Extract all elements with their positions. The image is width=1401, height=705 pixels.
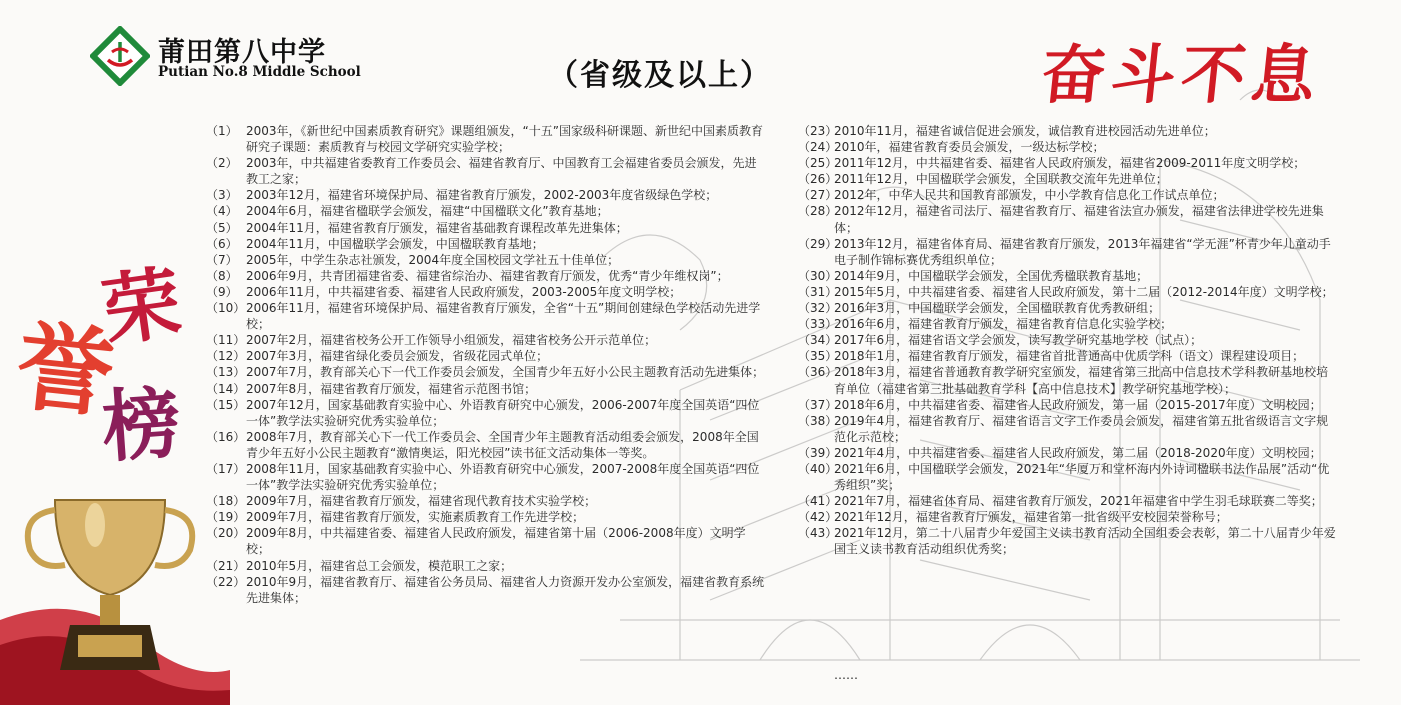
item-number: （6） (206, 236, 238, 251)
honor-list-right (798, 123, 1338, 558)
item-number: （33） (798, 317, 838, 332)
list-item (206, 203, 766, 219)
item-number: （30） (798, 268, 838, 283)
item-number: （18） (206, 494, 246, 509)
list-item (206, 236, 766, 252)
item-text: 2010年5月，福建省总工会颁发，模范职工之家； (246, 558, 513, 573)
item-number: （13） (206, 365, 246, 380)
list-item (798, 155, 1338, 171)
list-item (798, 348, 1338, 364)
list-item (798, 203, 1338, 235)
list-item (206, 220, 766, 236)
list-item (206, 509, 766, 525)
list-item (798, 332, 1338, 348)
list-item (206, 381, 766, 397)
item-text: 2003年，中共福建省委教育工作委员会、福建省教育厅、中国教育工会福建省委员会颁发，先进教工之家； (246, 156, 757, 187)
list-item (206, 429, 766, 461)
item-number: （38） (798, 413, 838, 428)
item-text: 2006年11月，福建省环境保护局、福建省教育厅颁发，全省“十五”期间创建绿色学校活动先进学校； (246, 301, 761, 332)
item-number: （8） (206, 268, 238, 283)
item-text: 2012年，中华人民共和国教育部颁发，中小学教育信息化工作试点单位； (834, 188, 1225, 203)
item-text: 2014年9月，中国楹联学会颁发，全国优秀楹联教育基地； (834, 268, 1149, 283)
item-text: 2008年7月，教育部关心下一代工作委员会、全国青少年主题教育活动组委会颁发，2008年全国青少年五好小公民主题教育“激情奥运，阳光校园”读书征文活动集体一等奖。 (246, 429, 759, 460)
item-text: 2003年12月，福建省环境保护局、福建省教育厅颁发，2002-2003年度省级绿色学校； (246, 188, 718, 203)
list-item (798, 445, 1338, 461)
item-text: 2021年4月，中共福建省委、福建省人民政府颁发，第二届（2018-2020年度）文明校园； (834, 445, 1322, 460)
item-text: 2007年7月，教育部关心下一代工作委员会颁发，全国青少年五好小公民主题教育活动先进集体； (246, 365, 765, 380)
item-number: （41） (798, 494, 838, 509)
item-text: 2009年8月，中共福建省委、福建省人民政府颁发，福建省第十届（2006-2008年度）文明学校； (246, 526, 746, 557)
item-text: 2018年3月，福建省普通教育教学研究室颁发，福建省第三批高中信息技术学科教研基地校培育单位（福建省第三批基础教育学科【高中信息技术】教学研究基地学校）； (834, 365, 1329, 396)
list-item (206, 558, 766, 574)
item-number: （17） (206, 461, 246, 476)
item-number: （37） (798, 397, 838, 412)
item-text: 2007年3月，福建省绿化委员会颁发，省级花园式单位； (246, 349, 549, 364)
list-item (798, 268, 1338, 284)
item-number: （15） (206, 397, 246, 412)
item-number: （23） (798, 124, 838, 138)
item-text: 2016年3月，中国楹联学会颁发，全国楹联教育优秀教研组； (834, 301, 1161, 316)
item-text: 2021年12月，福建省教育厅颁发，福建省第一批省级平安校园荣誉称号； (834, 510, 1228, 525)
trophy-icon (0, 470, 230, 705)
school-logo-icon (90, 26, 150, 86)
honor-char-2: 誉 (11, 309, 119, 432)
item-text: 2011年12月，中共福建省委、福建省人民政府颁发，福建省2009-2011年度文明学校； (834, 156, 1306, 171)
honor-char-3: 榜 (99, 377, 184, 474)
item-number: （20） (206, 526, 246, 541)
item-number: （14） (206, 381, 246, 396)
list-item (798, 236, 1338, 268)
list-item (206, 493, 766, 509)
honor-list-left (206, 123, 766, 606)
item-text: 2019年4月，福建省教育厅、福建省语言文字工作委员会颁发，福建省第五批省级语言文字规范化示范校； (834, 413, 1329, 444)
item-text: 2006年9月，共青团福建省委、福建省综治办、福建省教育厅颁发，优秀“青少年维权岗”； (246, 268, 729, 283)
list-item (798, 139, 1338, 155)
item-text: 2011年12月，中国楹联学会颁发，全国联教交流年先进单位； (834, 172, 1168, 187)
list-item (798, 397, 1338, 413)
item-number: （40） (798, 461, 838, 476)
list-item (206, 187, 766, 203)
motto-calligraphy: 奋斗不息 (1037, 38, 1326, 113)
list-item (206, 155, 766, 187)
item-text: 2012年12月，福建省司法厅、福建省教育厅、福建省法宣办颁发，福建省法律进学校先进集体； (834, 204, 1324, 235)
item-text: 2018年6月，中共福建省委、福建省人民政府颁发，第一届（2015-2017年度）文明校园； (834, 397, 1322, 412)
item-text: 2021年7月，福建省体育局、福建省教育厅颁发，2021年福建省中学生羽毛球联赛二等奖； (834, 494, 1323, 509)
list-item (798, 413, 1338, 445)
school-name-en: Putian No.8 Middle School (158, 64, 361, 80)
item-number: （25） (798, 156, 838, 171)
item-number: （9） (206, 284, 238, 299)
item-text: 2007年8月，福建省教育厅颁发，福建省示范图书馆； (246, 381, 537, 396)
item-text: 2007年2月，福建省校务公开工作领导小组颁发，福建省校务公开示范单位； (246, 333, 657, 348)
item-number: （4） (206, 204, 238, 219)
item-number: （2） (206, 156, 238, 171)
list-item (798, 509, 1338, 525)
item-text: 2021年12月，第二十八届青少年爱国主义读书教育活动全国组委会表彰，第二十八届青少年爱国主义读书教育活动组织优秀奖； (834, 526, 1336, 557)
list-item (798, 493, 1338, 509)
item-text: 2017年6月，福建省语文学会颁发，读写教学研究基地学校（试点）； (834, 333, 1203, 348)
item-text: 2006年11月，中共福建省委、福建省人民政府颁发，2003-2005年度文明学校； (246, 284, 682, 299)
item-text: 2010年9月，福建省教育厅、福建省公务员局、福建省人力资源开发办公室颁发，福建省教育系统先进集体； (246, 574, 765, 605)
item-number: （29） (798, 236, 838, 251)
list-item (798, 525, 1338, 557)
item-number: （34） (798, 333, 838, 348)
item-number: （10） (206, 301, 246, 316)
item-number: （35） (798, 349, 838, 364)
list-item (206, 252, 766, 268)
item-number: （7） (206, 252, 238, 267)
honor-char-1: 荣 (96, 256, 187, 358)
item-number: （3） (206, 188, 238, 203)
item-number: （39） (798, 445, 838, 460)
item-number: （1） (206, 124, 238, 138)
list-item (798, 461, 1338, 493)
item-number: （36） (798, 365, 838, 380)
item-number: （22） (206, 574, 246, 589)
list-item (206, 268, 766, 284)
item-text: 2008年11月，国家基础教育实验中心、外语教育研究中心颁发，2007-2008年度全国英语“四位一体”教学法实验研究优秀实验单位； (246, 461, 760, 493)
item-text: 2016年6月，福建省教育厅颁发，福建省教育信息化实验学校； (834, 317, 1173, 332)
list-item (206, 525, 766, 557)
list-item (798, 284, 1338, 300)
list-item (206, 397, 766, 429)
list-item (206, 123, 766, 155)
item-text: 2007年12月，国家基础教育实验中心、外语教育研究中心颁发，2006-2007年度全国英语“四位一体”教学法实验研究优秀实验单位； (246, 397, 760, 428)
list-item (206, 300, 766, 332)
list-item (206, 284, 766, 300)
list-item (798, 171, 1338, 187)
item-text: 2010年，福建省教育委员会颁发，一级达标学校； (834, 140, 1105, 155)
item-text: 2004年6月，福建省楹联学会颁发，福建“中国楹联文化”教育基地； (246, 204, 609, 219)
item-text: 2005年，中学生杂志社颁发，2004年度全国校园文学社五十佳单位； (246, 252, 620, 267)
item-number: （27） (798, 188, 838, 203)
item-text: 2018年1月，福建省教育厅颁发，福建省首批普通高中优质学科（语文）课程建设项目； (834, 349, 1305, 364)
item-text: 2004年11月，福建省教育厅颁发，福建省基础教育课程改革先进集体； (246, 220, 628, 235)
list-item (798, 300, 1338, 316)
item-number: （26） (798, 172, 838, 187)
item-text: 2009年7月，福建省教育厅颁发，福建省现代教育技术实验学校； (246, 494, 597, 509)
list-item (206, 364, 766, 380)
item-number: （16） (206, 429, 246, 444)
list-item (206, 461, 766, 493)
item-number: （28） (798, 204, 838, 219)
item-text: 2003年，《新世纪中国素质教育研究》课题组颁发，“十五”国家级科研课题、新世纪中国素质教育研究子课题：素质教育与校园文学研究实验学校； (246, 124, 763, 155)
honor-roll-calligraphy (10, 245, 195, 475)
list-item (798, 316, 1338, 332)
item-number: （31） (798, 284, 838, 299)
item-number: （32） (798, 301, 838, 316)
item-number: （5） (206, 220, 238, 235)
list-ellipsis: …… (834, 668, 858, 682)
item-number: （42） (798, 510, 838, 525)
list-item (206, 574, 766, 606)
item-number: （24） (798, 140, 838, 155)
item-number: （11） (206, 333, 246, 348)
item-text: 2009年7月，福建省教育厅颁发，实施素质教育工作先进学校； (246, 510, 585, 525)
list-item (206, 348, 766, 364)
item-number: （12） (206, 349, 246, 364)
item-text: 2010年11月，福建省诚信促进会颁发，诚信教育进校园活动先进单位； (834, 124, 1216, 138)
list-item (798, 187, 1338, 203)
item-number: （21） (206, 558, 246, 573)
item-number: （43） (798, 526, 838, 541)
item-text: 2021年6月，中国楹联学会颁发，2021年“华厦万和堂杯海内外诗词楹联书法作品展”活动“优秀组织”奖； (834, 461, 1330, 493)
item-text: 2013年12月，福建省体育局、福建省教育厅颁发，2013年福建省“学无涯”杯青少年儿童动手电子制作锦标赛优秀组织单位； (834, 236, 1331, 267)
list-item (206, 332, 766, 348)
page-subtitle: （省级及以上） (548, 58, 772, 93)
item-text: 2004年11月，中国楹联学会颁发，中国楹联教育基地； (246, 236, 544, 251)
list-item (798, 364, 1338, 396)
list-item (798, 123, 1338, 139)
item-text: 2015年5月，中共福建省委、福建省人民政府颁发，第十二届（2012-2014年度）文明学校； (834, 284, 1334, 299)
item-number: （19） (206, 510, 246, 525)
school-name-cn: 莆田第八中学 (158, 37, 326, 68)
